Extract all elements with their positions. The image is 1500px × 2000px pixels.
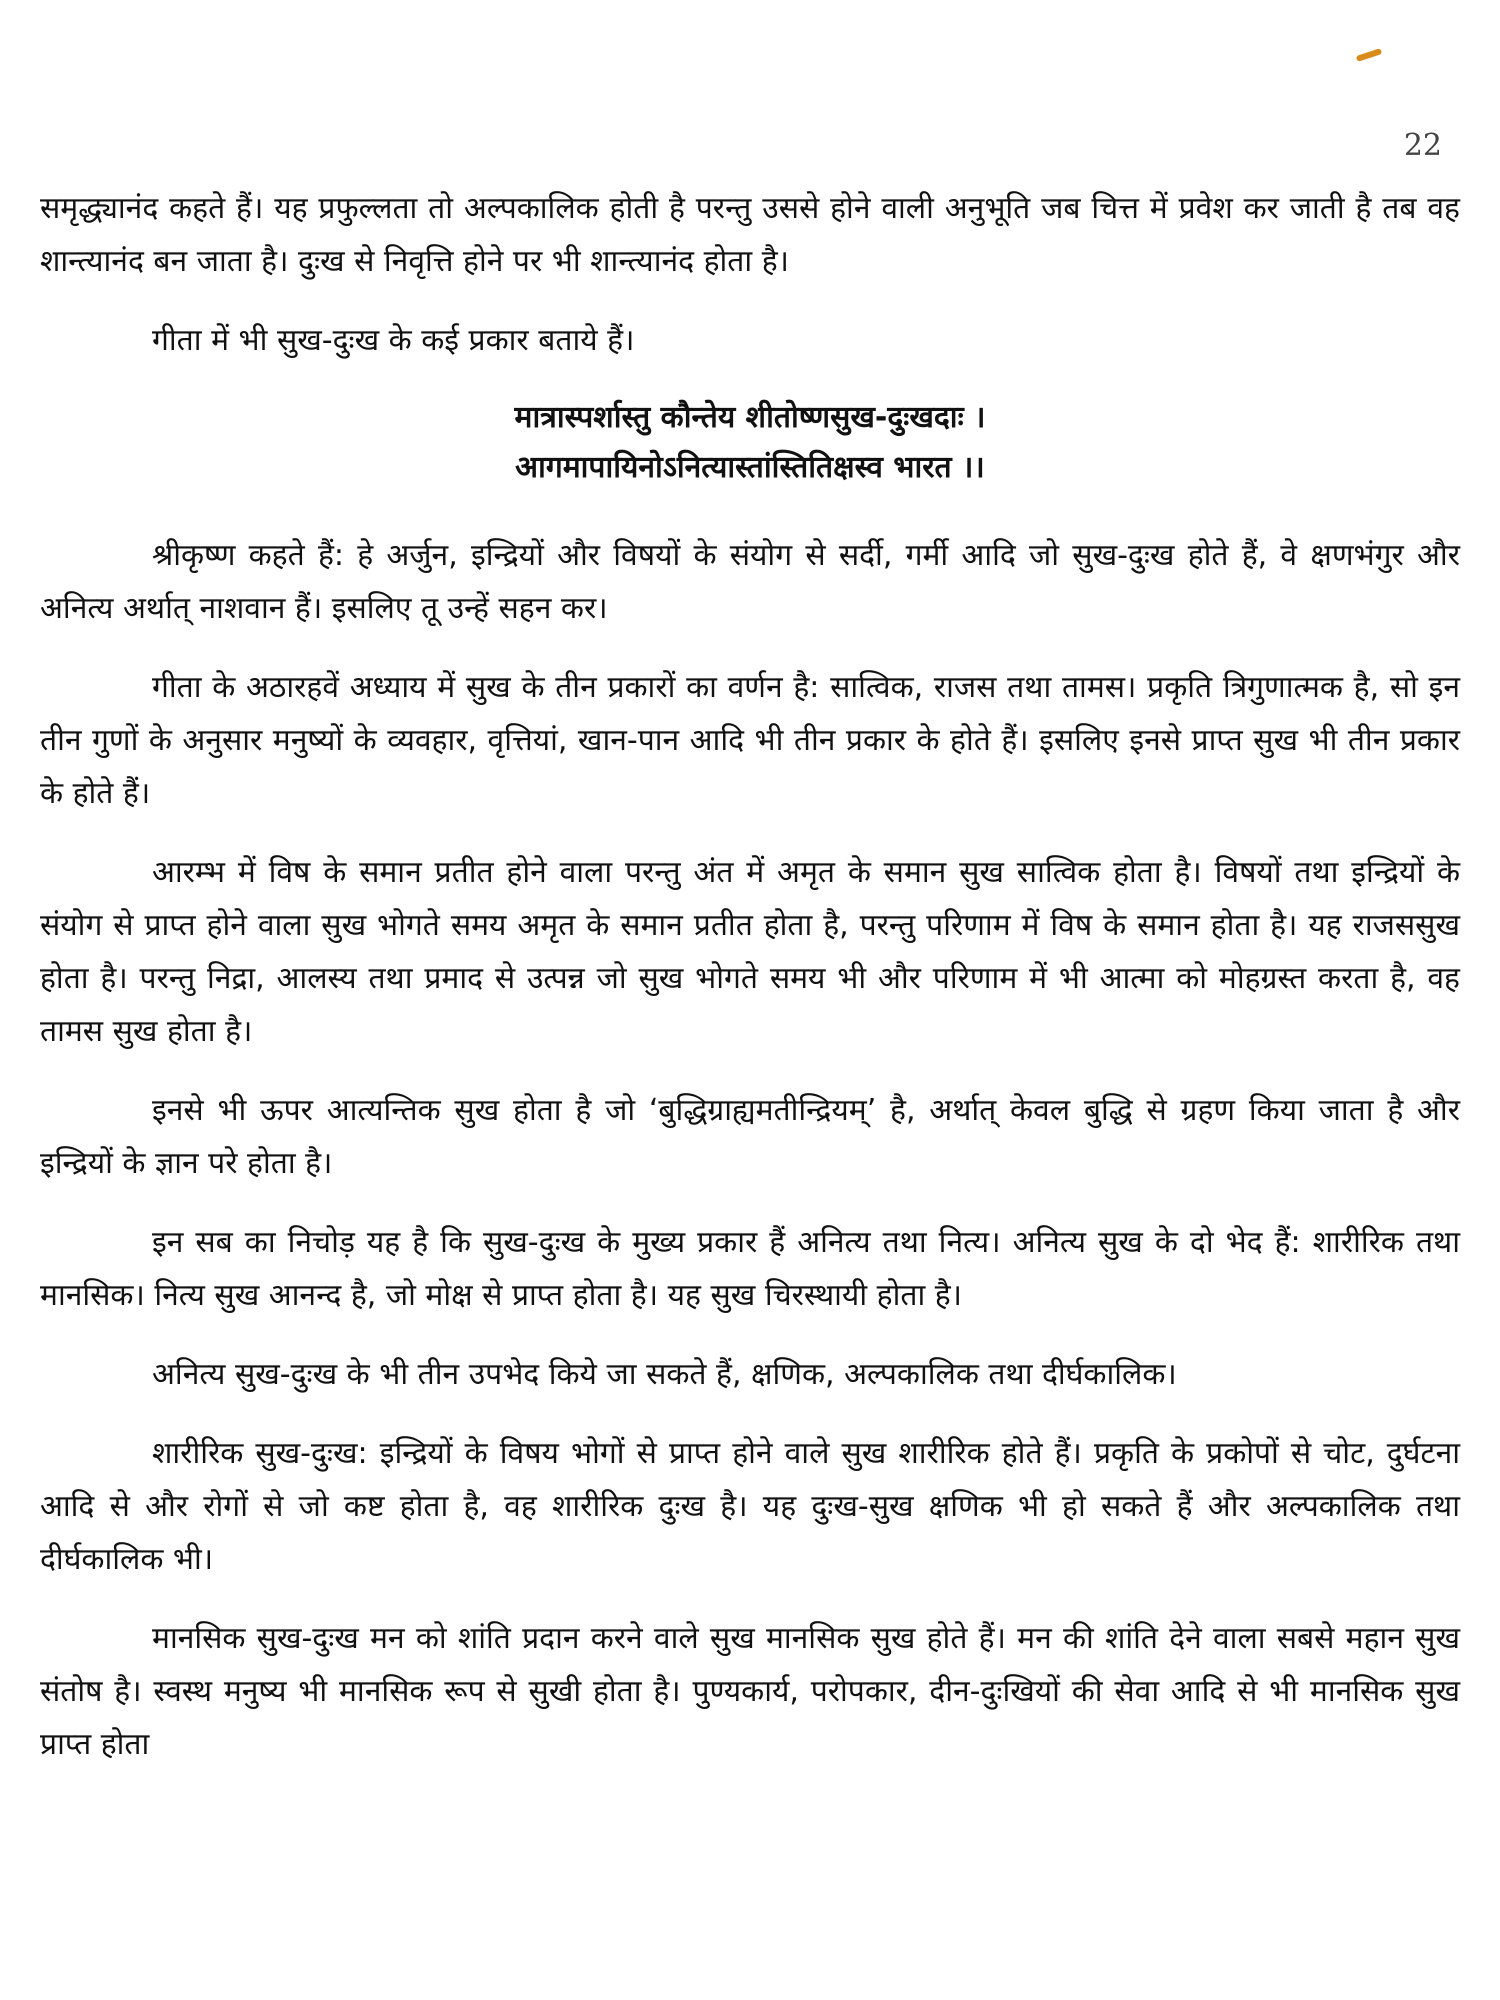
ink-mark xyxy=(1356,48,1383,62)
paragraph: अनित्य सुख-दुःख के भी तीन उपभेद किये जा सकते हैं, क्षणिक, अल्पकालिक तथा दीर्घकालिक। xyxy=(152,1357,1177,1392)
page-body xyxy=(40,182,1460,1797)
paragraph: इन सब का निचोड़ यह है कि सुख-दुःख के मुख्य प्रकार हैं अनित्य तथा नित्य। अनित्य सुख के दो भेद हैं: शारीरिक तथा मानसिक। नित्य सुख आनन्द है, जो मोक्ष से प्राप्त होता है। यह सुख चिरस्थायी होता है। xyxy=(40,1225,1460,1313)
paragraph: गीता में भी सुख-दुःख के कई प्रकार बताये हैं। xyxy=(152,323,635,358)
gita-verse xyxy=(40,393,1460,493)
paragraph: आरम्भ में विष के समान प्रतीत होने वाला परन्तु अंत में अमृत के समान सुख सात्विक होता है। विषयों तथा इन्द्रियों के संयोग से प्राप्त होने वाला सुख भोगते समय अमृत के समान प्रतीत होता है, परन्तु परिणाम में विष के समान होता है। यह राजससुख होता है। परन्तु निद्रा, आलस्य तथा प्रमाद से उत्पन्न जो सुख भोगते समय भी और परिणाम में भी आत्मा को मोहग्रस्त करता है, वह तामस सुख होता है। xyxy=(40,855,1460,1049)
verse-line-1: मात्रास्पर्शास्तु कौन्तेय शीतोष्णसुख-दुःखदाः । xyxy=(514,400,986,435)
page-number: 22 xyxy=(1403,128,1442,163)
paragraph: मानसिक सुख-दुःख मन को शांति प्रदान करने वाले सुख मानसिक सुख होते हैं। मन की शांति देने वाला सबसे महान सुख संतोष है। स्वस्थ मनुष्य भी मानसिक रूप से सुखी होता है। पुण्यकार्य, परोपकार, दीन-दुःखियों की सेवा आदि से भी मानसिक सुख प्राप्त होता xyxy=(40,1621,1460,1762)
verse-line-2: आगमापायिनोऽनित्यास्तांस्तितिक्षस्व भारत ।। xyxy=(515,450,985,485)
paragraph: श्रीकृष्ण कहते हैं: हे अर्जुन, इन्द्रियों और विषयों के संयोग से सर्दी, गर्मी आदि जो सुख-दुःख होते हैं, वे क्षणभंगुर और अनित्य अर्थात् नाशवान हैं। इसलिए तू उन्हें सहन कर। xyxy=(40,538,1460,626)
paragraph: इनसे भी ऊपर आत्यन्तिक सुख होता है जो ‘बुद्धिग्राह्यमतीन्द्रियम्’ है, अर्थात् केवल बुद्धि से ग्रहण किया जाता है और इन्द्रियों के ज्ञान परे होता है। xyxy=(40,1093,1460,1181)
paragraph: गीता के अठारहवें अध्याय में सुख के तीन प्रकारों का वर्णन है: सात्विक, राजस तथा तामस। प्रकृति त्रिगुणात्मक है, सो इन तीन गुणों के अनुसार मनुष्यों के व्यवहार, वृत्तियां, खान-पान आदि भी तीन प्रकार के होते हैं। इसलिए इनसे प्राप्त सुख भी तीन प्रकार के होते हैं। xyxy=(40,670,1460,811)
paragraph: शारीरिक सुख-दुःख: इन्द्रियों के विषय भोगों से प्राप्त होने वाले सुख शारीरिक होते हैं। प्रकृति के प्रकोपों से चोट, दुर्घटना आदि से और रोगों से जो कष्ट होता है, वह शारीरिक दुःख है। यह दुःख-सुख क्षणिक भी हो सकते हैं और अल्पकालिक तथा दीर्घकालिक भी। xyxy=(40,1436,1460,1577)
paragraph: समृद्ध्यानंद कहते हैं। यह प्रफुल्लता तो अल्पकालिक होती है परन्तु उससे होने वाली अनुभूति जब चित्त में प्रवेश कर जाती है तब वह शान्त्यानंद बन जाता है। दुःख से निवृत्ति होने पर भी शान्त्यानंद होता है। xyxy=(40,191,1460,279)
